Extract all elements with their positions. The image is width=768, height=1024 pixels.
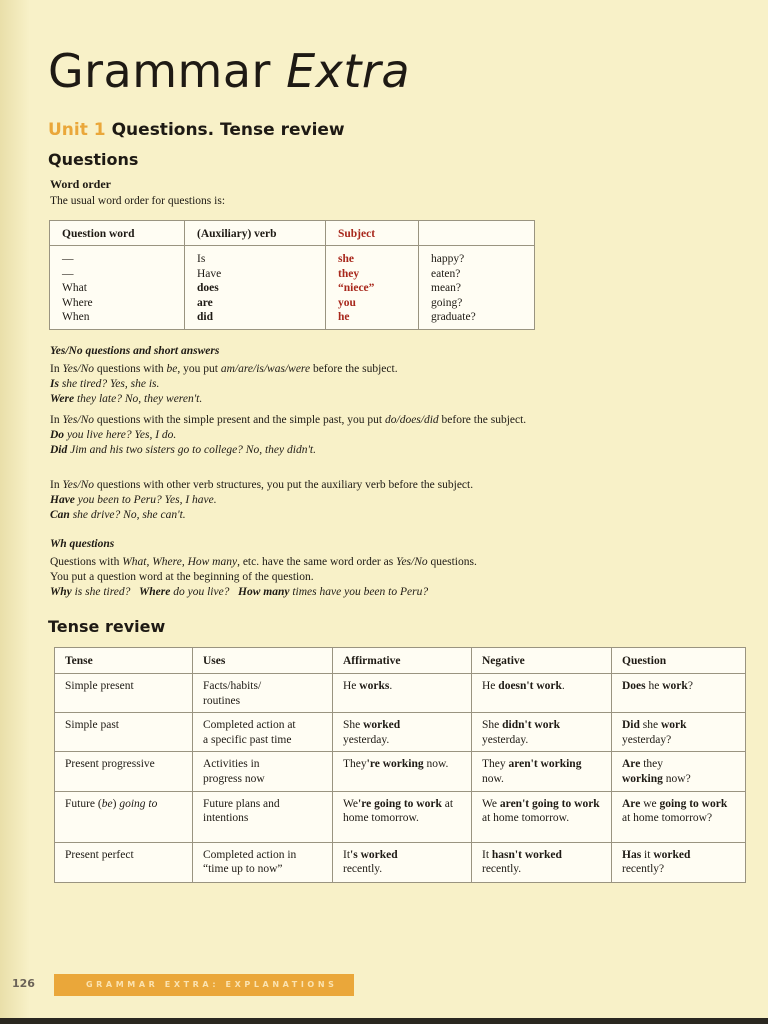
col-uses: Uses — [193, 648, 333, 674]
yesno-para-do: In Yes/No questions with the simple present and the simple past, you put do/does/did before the subject. Do you live here? Yes, I do. Did Jim and his two sisters go to college? No, they didn't. — [50, 414, 527, 456]
table-row: Present progressive Activities in progress now They're working now. They aren't working now. Are they working now? — [55, 752, 746, 791]
unit-label: Unit 1 — [48, 120, 106, 140]
wh-heading: Wh questions — [50, 538, 115, 550]
page-title: Grammar Extra — [48, 44, 411, 98]
word-order-heading: Word order — [50, 177, 111, 191]
tense-review-heading: Tense review — [48, 617, 166, 636]
tense-review-table — [54, 647, 746, 883]
question-word-cell: — — What Where When — [50, 246, 185, 330]
verb-cell: Is Have does are did — [185, 246, 326, 330]
rest-cell: happy? eaten? mean? going? graduate? — [431, 253, 476, 324]
unit-title: Questions. Tense review — [111, 120, 345, 140]
word-order-table — [49, 220, 535, 330]
questions-heading: Questions — [48, 150, 139, 169]
page-gutter-shade — [0, 0, 30, 1024]
col-auxiliary-verb: (Auxiliary) verb — [185, 221, 326, 246]
col-negative: Negative — [472, 648, 612, 674]
col-subject: Subject — [326, 221, 419, 246]
col-tense: Tense — [55, 648, 193, 674]
subject-cell: she they “niece” you he — [326, 246, 419, 330]
col-question-word: Question word — [50, 221, 185, 246]
table-row: Future (be) going to Future plans and intentions We're going to work at home tomorrow. We aren't going to work at home tomorrow. Are we going to work at home tomorrow? — [55, 791, 746, 842]
word-order-intro: The usual word order for questions is: — [50, 195, 226, 207]
page-bottom-edge — [0, 1018, 768, 1024]
wh-para: Questions with What, Where, How many, etc. have the same word order as Yes/No questions. You put a question word at the beginning of the question. Why is she tired? Where do you live? How many times have you been to Peru? — [50, 556, 477, 598]
page-number: 126 — [12, 977, 35, 990]
col-question: Question — [612, 648, 746, 674]
yesno-heading: Yes/No questions and short answers — [50, 345, 220, 357]
yesno-para-other: In Yes/No questions with other verb structures, you put the auxiliary verb before the subject. Have you been to Peru? Yes, I have. Can she drive? No, she can't. — [50, 479, 474, 521]
yesno-para-be: In Yes/No questions with be, you put am/are/is/was/were before the subject. Is she tired? Yes, she is. Were they late? No, they weren't. — [50, 363, 398, 405]
table-row: Simple past Completed action at a specific past time She worked yesterday. She didn't work yesterday. Did she work yesterday? — [55, 713, 746, 752]
col-affirmative: Affirmative — [333, 648, 472, 674]
col-rest — [419, 221, 535, 246]
table-row: Present perfect Completed action in “time up to now” It's worked recently. It hasn't worked recently. Has it worked recently? — [55, 842, 746, 882]
footer-label: GRAMMAR EXTRA: EXPLANATIONS — [86, 980, 338, 989]
unit-heading — [48, 120, 345, 140]
table-row: Simple present Facts/habits/ routines He works. He doesn't work. Does he work? — [55, 674, 746, 713]
